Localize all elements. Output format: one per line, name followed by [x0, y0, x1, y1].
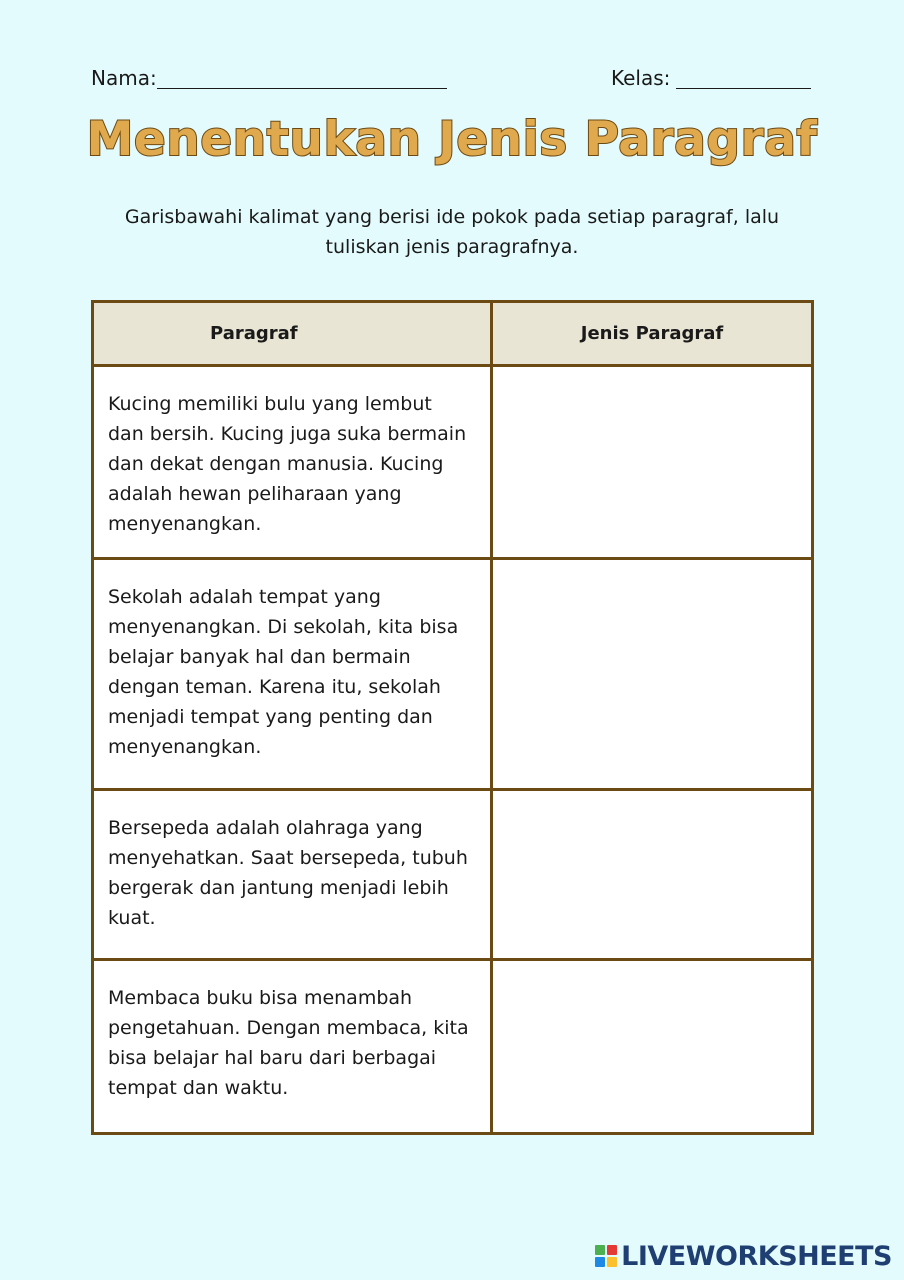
header-paragraph-type: Jenis Paragraf — [580, 323, 724, 344]
class-blank-line[interactable] — [676, 66, 811, 89]
paragraph-text: Kucing memiliki bulu yang lembut dan bersih. Kucing juga suka bermain dan dekat dengan manusia. Kucing adalah hewan peliharaan yang menyenangkan. — [94, 367, 493, 557]
worksheet-title: Menentukan Jenis Paragraf — [86, 112, 818, 167]
class-label: Kelas: — [611, 66, 671, 90]
logo-grid-icon — [595, 1245, 617, 1267]
paragraph-text: Sekolah adalah tempat yang menyenangkan. Di sekolah, kita bisa belajar banyak hal dan bermain dengan teman. Karena itu, sekolah menjadi tempat yang penting dan menyenangkan. — [94, 560, 493, 788]
paragraph-table — [91, 300, 814, 1135]
student-info-row — [91, 66, 814, 94]
answer-box[interactable] — [493, 560, 811, 788]
logo-text: LIVEWORKSHEETS — [621, 1240, 892, 1272]
header-paragraph: Paragraf — [94, 303, 493, 364]
name-label: Nama: — [91, 66, 157, 90]
answer-box[interactable] — [493, 367, 811, 557]
answer-box[interactable] — [493, 791, 811, 958]
answer-box[interactable] — [493, 961, 811, 1132]
paragraph-text: Bersepeda adalah olahraga yang menyehatkan. Saat bersepeda, tubuh bergerak dan jantung menjadi lebih kuat. — [94, 791, 493, 958]
class-field — [611, 66, 811, 90]
logo-square-icon — [607, 1257, 617, 1267]
liveworksheets-logo — [595, 1240, 892, 1272]
name-blank-line[interactable] — [157, 66, 447, 89]
logo-square-icon — [595, 1245, 605, 1255]
logo-square-icon — [595, 1257, 605, 1267]
table-row — [94, 958, 811, 1132]
name-field — [91, 66, 447, 90]
table-row — [94, 364, 811, 557]
logo-square-icon — [607, 1245, 617, 1255]
instruction-text: Garisbawahi kalimat yang berisi ide pokok pada setiap paragraf, lalu tuliskan jenis paragrafnya. — [124, 206, 780, 258]
table-row — [94, 788, 811, 958]
paragraph-text: Membaca buku bisa menambah pengetahuan. Dengan membaca, kita bisa belajar hal baru dari berbagai tempat dan waktu. — [94, 961, 493, 1132]
table-row — [94, 557, 811, 788]
table-header-row — [94, 303, 811, 364]
